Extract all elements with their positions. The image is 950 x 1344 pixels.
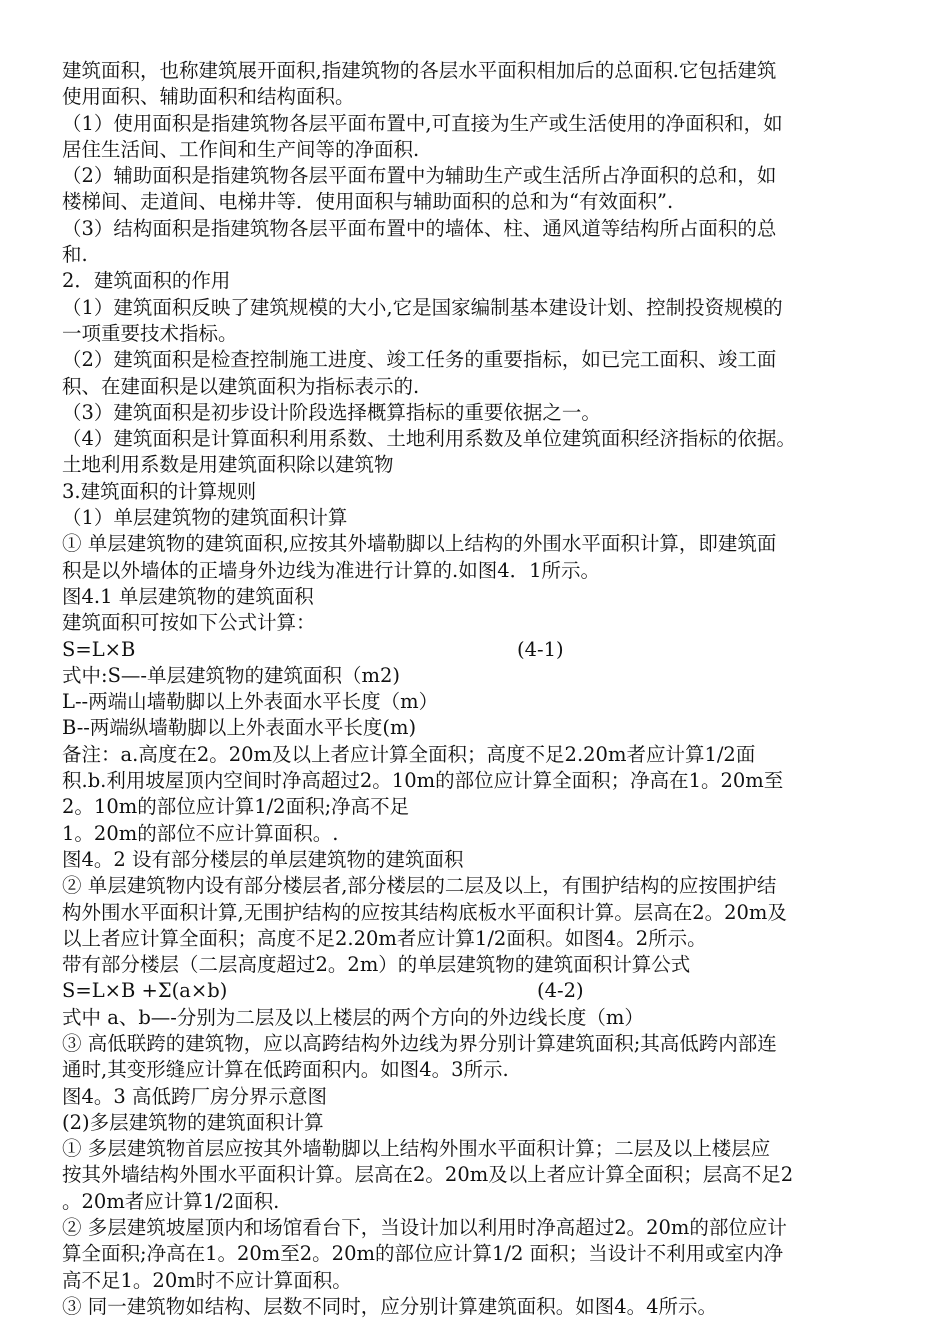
text-line: 积.b.利用坡屋顶内空间时净高超过2。10m的部位应计算全面积；净高在1。20m至 [62,769,784,793]
figure-caption: 图4。3 高低跨厂房分界示意图 [62,1084,328,1108]
text-line: 备注：a.高度在2。20m及以上者应计算全面积；高度不足2.20m者应计算1/2面 [62,742,756,766]
text-line: 建筑面积可按如下公式计算： [62,611,316,635]
formula-expression: S=L×B +Σ(a×b) [62,979,228,1003]
text-line: 构外围水平面积计算,无围护结构的应按其结构底板水平面积计算。层高在2。20m及 [62,900,787,924]
text-line: 高不足1。20m时不应计算面积。 [62,1268,352,1292]
text-line: 和. [62,243,88,267]
text-line: （1）使用面积是指建筑物各层平面布置中,可直接为生产或生活使用的净面积和，如 [62,111,783,135]
document-body [62,58,912,1320]
text-line: 算全面积;净高在1。20m至2。20m的部位应计算1/2 面积；当设计不利用或室内净 [62,1242,784,1266]
text-line: ② 单层建筑物内设有部分楼层者,部分楼层的二层及以上，有围护结构的应按围护结 [62,874,777,898]
text-line: 带有部分楼层（二层高度超过2。2m）的单层建筑物的建筑面积计算公式 [62,953,691,977]
text-line: ③ 高低联跨的建筑物，应以高跨结构外边线为界分别计算建筑面积;其高低跨内部连 [62,1031,777,1055]
text-line: 积是以外墙体的正墙身外边线为准进行计算的.如图4．1所示。 [62,558,601,582]
text-line: 楼梯间、走道间、电梯井等．使用面积与辅助面积的总和为“有效面积”. [62,190,674,214]
text-line: ③ 同一建筑物如结构、层数不同时，应分别计算建筑面积。如图4。4所示。 [62,1294,718,1318]
text-line: 按其外墙结构外围水平面积计算。层高在2。20m及以上者应计算全面积；层高不足2 [62,1163,794,1187]
text-line: （2）辅助面积是指建筑物各层平面布置中为辅助生产或生活所占净面积的总和，如 [62,164,777,188]
text-line: ② 多层建筑坡屋顶内和场馆看台下，当设计加以利用时净高超过2。20m的部位应计 [62,1216,787,1240]
formula-expression: S=L×B [62,637,136,661]
text-line: （1）建筑面积反映了建筑规模的大小,它是国家编制基本建设计划、控制投资规模的 [62,295,783,319]
text-line: 一项重要技术指标。 [62,321,238,345]
text-line: ① 单层建筑物的建筑面积,应按其外墙勒脚以上结构的外围水平面积计算，即建筑面 [62,532,777,556]
text-line: 使用面积、辅助面积和结构面积。 [62,85,355,109]
text-line: B--两端纵墙勒脚以上外表面水平长度(m) [62,716,417,740]
text-line: 式中 a、b—-分别为二层及以上楼层的两个方向的外边线长度（m） [62,1005,644,1029]
text-line: （3）建筑面积是初步设计阶段选择概算指标的重要依据之一。 [62,400,601,424]
text-line: 居住生活间、工作间和生产间等的净面积. [62,137,420,161]
figure-caption: 图4.1 单层建筑物的建筑面积 [62,584,314,608]
section-heading: 3.建筑面积的计算规则 [62,479,257,503]
formula-4-1 [62,637,912,663]
text-line: 以上者应计算全面积；高度不足2.20m者应计算1/2面积。如图4。2所示。 [62,926,707,950]
text-line: 土地利用系数是用建筑面积除以建筑物 [62,453,394,477]
formula-4-2 [62,978,912,1004]
equation-number: (4-1) [517,637,564,661]
text-line: 2。10m的部位应计算1/2面积;净高不足 [62,795,410,819]
text-line: L--两端山墙勒脚以上外表面水平长度（m） [62,690,439,714]
equation-number: (4-2) [537,979,584,1003]
text-line: （2）建筑面积是检查控制施工进度、竣工任务的重要指标，如已完工面积、竣工面 [62,348,777,372]
section-heading: 2．建筑面积的作用 [62,269,231,293]
text-line: 式中:S—-单层建筑物的建筑面积（m2) [62,663,401,687]
subsection-heading: (2)多层建筑物的建筑面积计算 [62,1110,324,1134]
text-line: 积、在建面积是以建筑面积为指标表示的. [62,374,420,398]
text-line: 建筑面积，也称建筑展开面积,指建筑物的各层水平面积相加后的总面积.它包括建筑 [62,59,777,82]
text-line: 1。20m的部位不应计算面积。. [62,821,339,845]
text-line: 。20m者应计算1/2面积. [62,1189,280,1213]
subsection-heading: （1）单层建筑物的建筑面积计算 [62,506,348,530]
text-line: （4）建筑面积是计算面积利用系数、土地利用系数及单位建筑面积经济指标的依据。 [62,427,796,451]
text-line: （3）结构面积是指建筑物各层平面布置中的墙体、柱、通风道等结构所占面积的总 [62,216,777,240]
text-line: ① 多层建筑物首层应按其外墙勒脚以上结构外围水平面积计算；二层及以上楼层应 [62,1137,771,1161]
text-line: 通时,其变形缝应计算在低跨面积内。如图4。3所示. [62,1058,509,1082]
figure-caption: 图4。2 设有部分楼层的单层建筑物的建筑面积 [62,847,464,871]
